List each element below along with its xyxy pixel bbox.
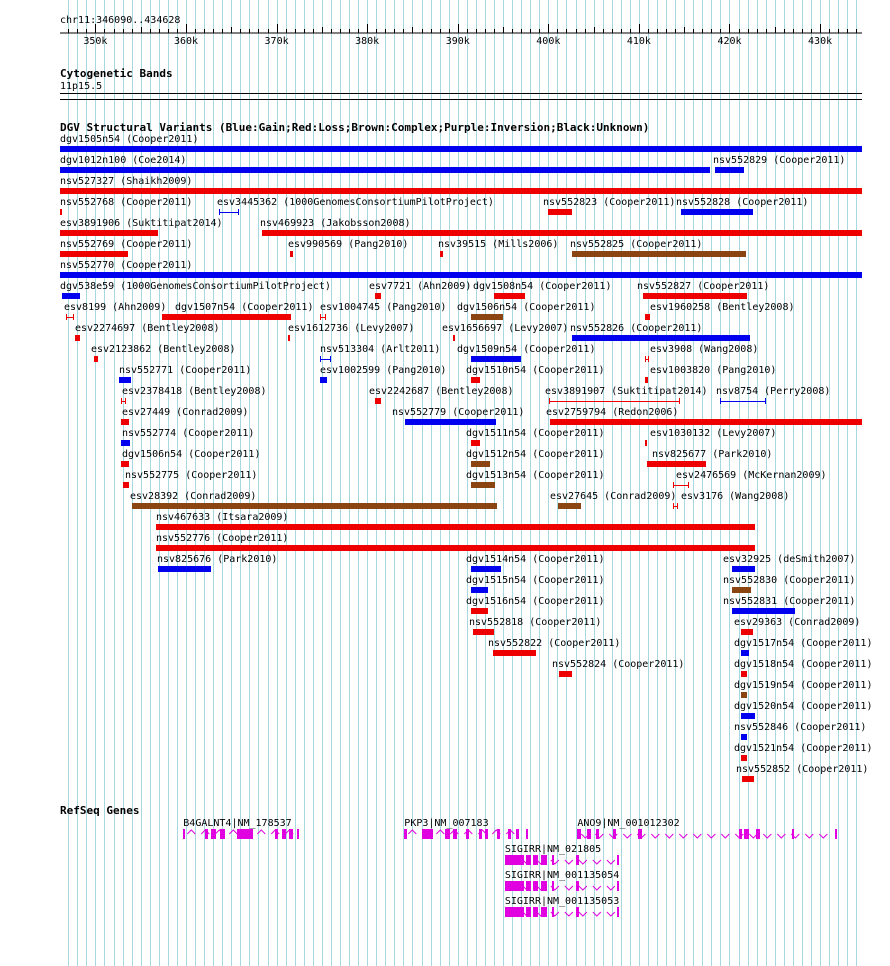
intron-line <box>607 886 615 890</box>
variant-label[interactable]: nsv39515 (Mills2006) <box>438 239 559 250</box>
exon-block <box>617 855 619 865</box>
exon-block <box>183 829 185 839</box>
exon-block <box>505 907 524 917</box>
variant-label[interactable]: esv1656697 (Levy2007) <box>442 323 569 334</box>
variant-label[interactable]: nsv552823 (Cooper2011) <box>543 197 676 208</box>
cytoband-label: 11p15.5 <box>60 81 103 92</box>
intron-line <box>565 886 573 890</box>
variant-label[interactable]: esv1612736 (Levy2007) <box>288 323 415 334</box>
variant-label[interactable]: dgv1510n54 (Cooper2011) <box>466 365 605 376</box>
intron-line <box>623 834 631 838</box>
ruler-tick-label: 350k <box>83 36 108 47</box>
variant-label[interactable]: dgv1508n54 (Cooper2011) <box>473 281 612 292</box>
exon-block <box>220 829 225 839</box>
exon-block <box>552 881 554 891</box>
variant-label[interactable]: esv3445362 (1000GenomesConsortiumPilotProject) <box>217 197 494 208</box>
gene-label: SIGIRR|NM_001135053 <box>504 896 620 907</box>
position-label: chr11:346090..434628 <box>60 15 181 26</box>
exon-block <box>792 829 794 839</box>
exon-block <box>526 907 531 917</box>
intron-line <box>229 830 237 834</box>
exon-block <box>404 829 407 839</box>
variant-label[interactable]: dgv1505n54 (Cooper2011) <box>60 134 199 145</box>
intron-line <box>579 860 587 864</box>
exon-block <box>289 829 293 839</box>
variant-label[interactable]: dgv1513n54 (Cooper2011) <box>466 470 605 481</box>
intron-line <box>819 834 827 838</box>
variant-label[interactable]: nsv552825 (Cooper2011) <box>570 239 703 250</box>
variant-label[interactable]: dgv1514n54 (Cooper2011) <box>466 554 605 565</box>
intron-line <box>707 834 715 838</box>
exon-block <box>541 881 547 891</box>
variant-label[interactable]: esv28392 (Conrad2009) <box>130 491 257 502</box>
exon-block <box>526 855 531 865</box>
variant-label[interactable]: nsv552824 (Cooper2011) <box>552 659 685 670</box>
variant-label[interactable]: nsv825676 (Park2010) <box>157 554 278 565</box>
exon-block <box>505 855 524 865</box>
intron-line <box>408 830 416 834</box>
intron-line <box>593 886 601 890</box>
variant-label[interactable]: nsv527327 (Shaikh2009) <box>60 176 193 187</box>
intron-line <box>763 834 771 838</box>
exon-block <box>617 881 619 891</box>
ruler-tick-label: 410k <box>626 36 651 47</box>
intron-line <box>593 860 601 864</box>
exon-block <box>516 829 519 839</box>
exon-block <box>237 829 253 839</box>
intron-line <box>436 830 444 834</box>
variant-label[interactable]: nsv513304 (Arlt2011) <box>320 344 441 355</box>
gene-model[interactable] <box>183 818 299 839</box>
variant-label[interactable]: dgv1518n54 (Cooper2011) <box>734 659 873 670</box>
exon-block <box>756 829 760 839</box>
variant-label[interactable]: nsv552829 (Cooper2011) <box>713 155 846 166</box>
exon-block <box>552 907 554 917</box>
exon-block <box>453 829 457 839</box>
exon-block <box>541 855 547 865</box>
variant-label[interactable]: esv3908 (Wang2008) <box>650 344 759 355</box>
variant-label[interactable]: esv2123862 (Bentley2008) <box>91 344 236 355</box>
variant-label[interactable]: nsv467633 (Itsara2009) <box>156 512 289 523</box>
variant-label[interactable]: nsv825677 (Park2010) <box>652 449 773 460</box>
exon-block <box>744 829 749 839</box>
dgv-track-title[interactable]: DGV Structural Variants (Blue:Gain;Red:Loss;Brown:Complex;Purple:Inversion;Black:Unknown) <box>60 121 650 134</box>
exon-block <box>596 829 599 839</box>
exon-block <box>541 907 547 917</box>
exon-block <box>577 829 581 839</box>
variant-label[interactable]: esv8199 (Ahn2009) <box>64 302 167 313</box>
variant-label[interactable]: esv29363 (Conrad2009) <box>734 617 861 628</box>
exon-block <box>613 829 616 839</box>
exon-block <box>617 907 619 917</box>
intron-line <box>665 834 673 838</box>
exon-block <box>282 829 286 839</box>
exon-block <box>533 881 538 891</box>
gene-model[interactable] <box>505 870 619 891</box>
variant-label[interactable]: nsv552774 (Cooper2011) <box>122 428 255 439</box>
gene-model[interactable] <box>577 818 837 839</box>
exon-block <box>526 881 531 891</box>
variant-label[interactable]: nsv552846 (Cooper2011) <box>734 722 867 733</box>
exon-block <box>297 829 299 839</box>
variant-label[interactable]: dgv1521n54 (Cooper2011) <box>734 743 873 754</box>
variant-label[interactable]: esv2759794 (Redon2006) <box>546 407 679 418</box>
variant-label[interactable]: dgv1515n54 (Cooper2011) <box>466 575 605 586</box>
intron-line <box>257 830 265 834</box>
variant-label[interactable]: nsv552826 (Cooper2011) <box>570 323 703 334</box>
intron-line <box>607 860 615 864</box>
intron-line <box>187 830 195 834</box>
ruler-tick-label: 390k <box>445 36 470 47</box>
gene-label: PKP3|NM_007183 <box>404 818 489 829</box>
variant-label[interactable]: nsv552770 (Cooper2011) <box>60 260 193 271</box>
exon-block <box>205 829 208 839</box>
variant-label[interactable]: esv3891906 (Suktitipat2014) <box>60 218 223 229</box>
intron-line <box>777 834 785 838</box>
variant-label[interactable]: esv2242687 (Bentley2008) <box>369 386 514 397</box>
exon-block <box>552 855 554 865</box>
variant-label[interactable]: nsv552776 (Cooper2011) <box>156 533 289 544</box>
variant-label[interactable]: esv32925 (deSmith2007) <box>723 554 856 565</box>
variant-label[interactable]: nsv552818 (Cooper2011) <box>469 617 602 628</box>
variant-label[interactable]: esv1030132 (Levy2007) <box>650 428 777 439</box>
gene-model[interactable] <box>505 896 619 917</box>
variant-label[interactable]: esv3891907 (Suktitipat2014) <box>545 386 708 397</box>
variant-label[interactable]: dgv1511n54 (Cooper2011) <box>466 428 605 439</box>
variant-label[interactable]: esv1003820 (Pang2010) <box>650 365 777 376</box>
variant-label[interactable]: dgv538e59 (1000GenomesConsortiumPilotProject) <box>60 281 331 292</box>
intron-line <box>579 912 587 916</box>
exon-block <box>576 907 579 917</box>
gene-label: B4GALNT4|NM_178537 <box>183 818 292 829</box>
exon-block <box>739 829 742 839</box>
variant-label[interactable]: esv1002599 (Pang2010) <box>320 365 447 376</box>
exon-block <box>485 829 488 839</box>
exon-block <box>505 881 524 891</box>
intron-line <box>721 834 729 838</box>
variant-label[interactable]: esv1960258 (Bentley2008) <box>650 302 795 313</box>
gene-label: SIGIRR|NM_021805 <box>504 844 602 855</box>
variant-label[interactable]: nsv552775 (Cooper2011) <box>125 470 258 481</box>
exon-block <box>508 829 511 839</box>
variant-label[interactable]: nsv552768 (Cooper2011) <box>60 197 193 208</box>
variant-label[interactable]: nsv552830 (Cooper2011) <box>723 575 856 586</box>
variant-label[interactable]: nsv552769 (Cooper2011) <box>60 239 193 250</box>
ruler-tick-label: 400k <box>536 36 561 47</box>
variant-label[interactable]: dgv1506n54 (Cooper2011) <box>457 302 596 313</box>
exon-block <box>576 855 579 865</box>
ruler-tick-label: 370k <box>264 36 289 47</box>
exon-block <box>497 829 500 839</box>
intron-line <box>607 912 615 916</box>
variant-label[interactable]: esv3176 (Wang2008) <box>681 491 790 502</box>
exon-block <box>576 881 579 891</box>
variant-label[interactable]: dgv1519n54 (Cooper2011) <box>734 680 873 691</box>
variant-label[interactable]: nsv552852 (Cooper2011) <box>736 764 869 775</box>
ruler-tick-label: 430k <box>808 36 833 47</box>
variant-label[interactable]: nsv469923 (Jakobsson2008) <box>260 218 411 229</box>
variant-label[interactable]: nsv552822 (Cooper2011) <box>488 638 621 649</box>
variant-label[interactable]: esv7721 (Ahn2009) <box>369 281 472 292</box>
variant-label[interactable]: nsv552827 (Cooper2011) <box>637 281 770 292</box>
ruler-tick-label: 360k <box>173 36 199 47</box>
gene-label: SIGIRR|NM_001135054 <box>504 870 620 881</box>
variant-label[interactable]: dgv1516n54 (Cooper2011) <box>466 596 605 607</box>
variant-label[interactable]: esv2274697 (Bentley2008) <box>75 323 220 334</box>
variant-label[interactable]: esv2378418 (Bentley2008) <box>122 386 267 397</box>
exon-block <box>479 829 482 839</box>
exon-block <box>445 829 450 839</box>
variant-label[interactable]: nsv552771 (Cooper2011) <box>119 365 252 376</box>
exon-block <box>526 829 528 839</box>
intron-line <box>579 886 587 890</box>
exon-block <box>533 855 538 865</box>
variant-label[interactable]: nsv552828 (Cooper2011) <box>676 197 809 208</box>
variant-label[interactable]: dgv1512n54 (Cooper2011) <box>466 449 605 460</box>
intron-line <box>805 834 813 838</box>
variant-label[interactable]: dgv1520n54 (Cooper2011) <box>734 701 873 712</box>
ruler-tick-label: 420k <box>717 36 742 47</box>
variant-label[interactable]: esv27449 (Conrad2009) <box>122 407 249 418</box>
exon-block <box>211 829 216 839</box>
variant-label[interactable]: nsv552779 (Cooper2011) <box>392 407 525 418</box>
variant-label[interactable]: dgv1509n54 (Cooper2011) <box>457 344 596 355</box>
variant-label[interactable]: dgv1507n54 (Cooper2011) <box>175 302 314 313</box>
variant-label[interactable]: dgv1012n100 (Coe2014) <box>60 155 187 166</box>
intron-line <box>679 834 687 838</box>
exon-block <box>533 907 538 917</box>
intron-line <box>565 912 573 916</box>
variant-label[interactable]: esv990569 (Pang2010) <box>288 239 409 250</box>
ruler-tick-label: 380k <box>355 36 380 47</box>
cytoband-track-title[interactable]: Cytogenetic Bands <box>60 67 173 80</box>
exon-block <box>835 829 837 839</box>
refseq-track-title[interactable]: RefSeq Genes <box>60 804 140 817</box>
exon-block <box>638 829 642 839</box>
intron-line <box>593 912 601 916</box>
gene-model[interactable] <box>505 844 619 865</box>
exon-block <box>275 829 278 839</box>
gene-label: ANO9|NM_001012302 <box>577 818 680 829</box>
exon-block <box>587 829 591 839</box>
variant-label[interactable]: nsv8754 (Perry2008) <box>716 386 831 397</box>
variant-label[interactable]: esv27645 (Conrad2009) <box>550 491 677 502</box>
variant-label[interactable]: esv2476569 (McKernan2009) <box>676 470 827 481</box>
variant-label[interactable]: dgv1506n54 (Cooper2011) <box>122 449 261 460</box>
gene-model[interactable] <box>404 818 528 839</box>
variant-label[interactable]: nsv552831 (Cooper2011) <box>723 596 856 607</box>
variant-label[interactable]: esv1004745 (Pang2010) <box>320 302 447 313</box>
intron-line <box>693 834 701 838</box>
exon-block <box>422 829 433 839</box>
intron-line <box>565 860 573 864</box>
variant-label[interactable]: dgv1517n54 (Cooper2011) <box>734 638 873 649</box>
intron-line <box>651 834 659 838</box>
exon-block <box>466 829 469 839</box>
